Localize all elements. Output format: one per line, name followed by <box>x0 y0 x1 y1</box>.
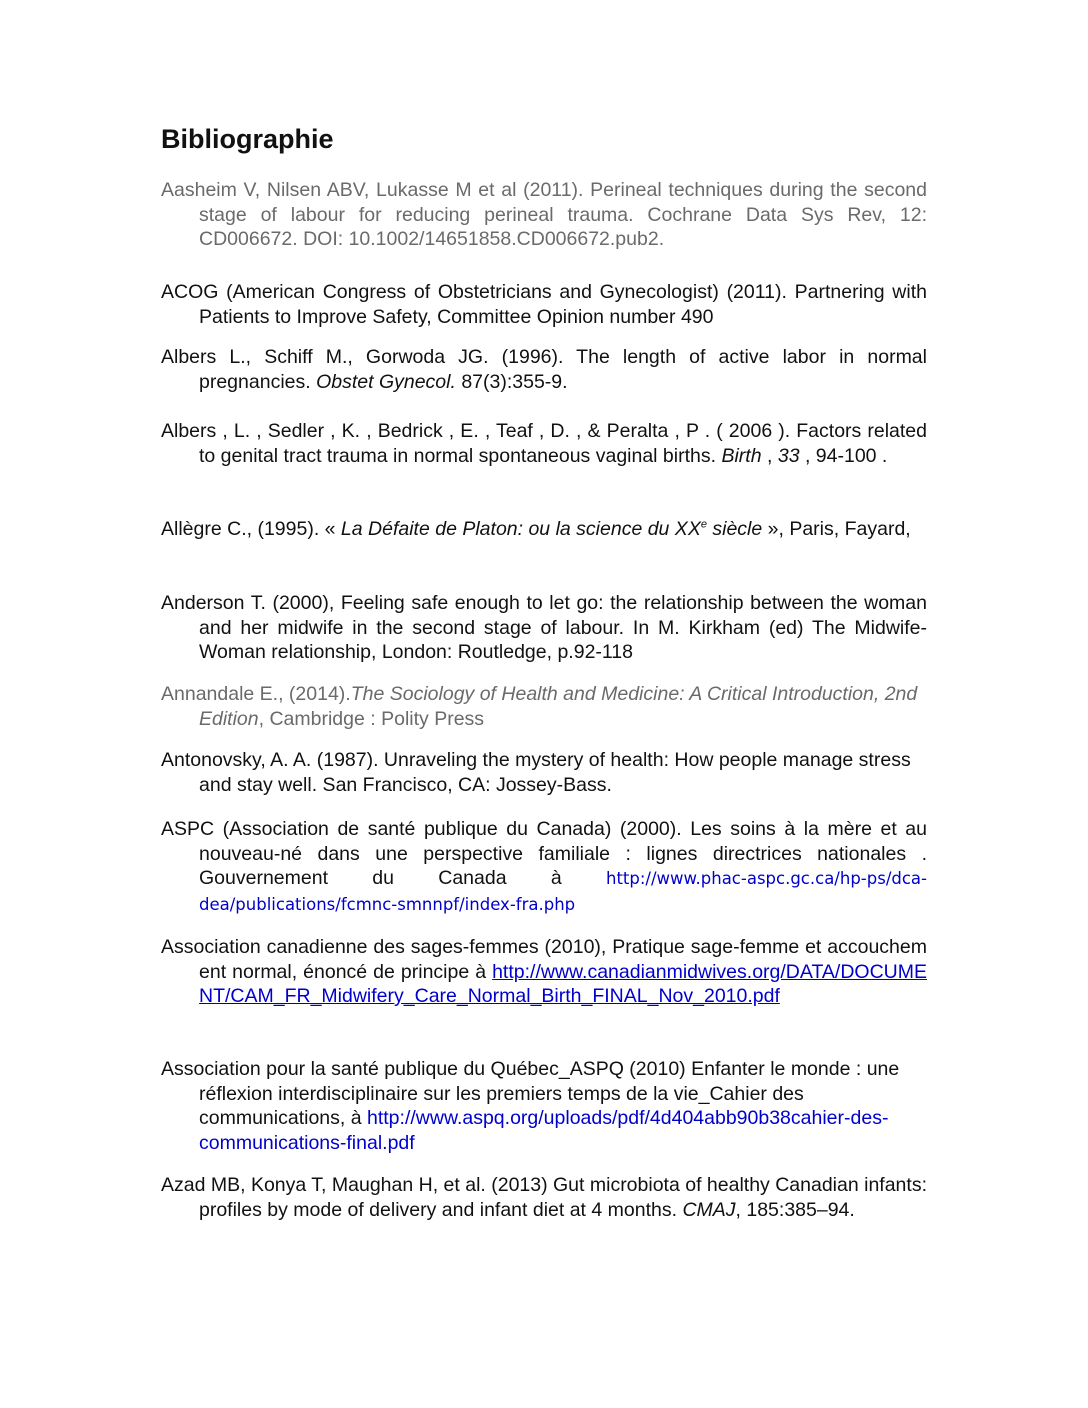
reference-link[interactable]: http://www.phac-aspc.gc.ca/hp-ps/dca-dea/publications/fcmnc-smnnpf/index-fra.php <box>199 869 927 914</box>
reference-aasheim <box>161 178 927 252</box>
reference-text: Annandale E., (2014). <box>161 683 351 705</box>
reference-azad <box>161 1173 927 1222</box>
reference-text: Anderson T. (2000), Feeling safe enough to let go: the relationship between the woman and her midwife in the second stage of labour. In M. Kirkham (ed) The Midwife-Woman relationship, London: Routledge, p.92-118 <box>161 592 927 663</box>
reference-text: Aasheim V, Nilsen ABV, Lukasse M et al (2011). Perineal techniques during the second stage of labour for reducing perineal trauma. Cochrane Data Sys Rev, 12: CD006672. DOI: 10.1002/14651858.CD006672.pub2. <box>161 179 927 250</box>
reference-text: Association canadienne des sages-femmes (2010), Pratique sage-femme et accouchement normal, énoncé de principe à <box>161 936 927 983</box>
reference-allegre <box>161 517 923 542</box>
page-title: Bibliographie <box>161 124 334 154</box>
reference-text: ASPC (Association de santé publique du Canada) (2000). Les soins à la mère et au nouveau-né dans une perspective familiale : lignes directrices nationales . Gouvernement du Canada à <box>161 818 927 889</box>
reference-text: Azad MB, Konya T, Maughan H, et al. (2013) Gut microbiota of healthy Canadian infants: profiles by mode of delivery and infant diet at 4 months. <box>161 1174 927 1221</box>
reference-albers-2006 <box>161 419 927 468</box>
reference-text: , Cambridge : Polity Press <box>258 707 485 730</box>
book-title-part: siècle <box>706 518 763 540</box>
reference-text: Antonovsky, A. A. (1987). Unraveling the mystery of health: How people manage stress and stay well. San Francisco, CA: Jossey-Bass. <box>161 749 911 796</box>
journal-title: Birth <box>721 444 762 467</box>
reference-text: , 94-100 . <box>799 444 888 467</box>
reference-text: », Paris, Fayard, <box>762 518 911 540</box>
reference-antonovsky <box>161 748 927 797</box>
journal-title: Obstet Gynecol. <box>316 370 456 393</box>
superscript: e <box>700 518 707 531</box>
book-title <box>341 518 762 540</box>
reference-text: ACOG (American Congress of Obstetricians and Gynecologist) (2011). Partnering with Patients to Improve Safety, Committee Opinion number 490 <box>161 281 927 328</box>
reference-anderson <box>161 591 927 665</box>
reference-text: 87(3):355-9. <box>455 370 568 393</box>
reference-annandale <box>161 682 927 731</box>
reference-link[interactable]: http://www.canadianmidwives.org/DATA/DOCUMENT/CAM_FR_Midwifery_Care_Normal_Birth_FINAL_Nov_2010.pdf <box>199 960 927 1007</box>
book-title: The Sociology of Health and Medicine: A Critical Introduction, 2nd Edition <box>199 683 918 730</box>
reference-aspq <box>161 1057 927 1155</box>
reference-albers-1996 <box>161 345 927 394</box>
reference-text: Albers , L. , Sedler , K. , Bedrick , E. , Teaf , D. , & Peralta , P . ( 2006 ). Factors related to genital tract trauma in normal spontaneous vaginal births. <box>161 420 927 467</box>
reference-text: Association pour la santé publique du Québec_ASPQ (2010) Enfanter le monde : une réflexion interdisciplinaire sur les premiers temps de la vie_Cahier des communications, à <box>161 1058 900 1129</box>
reference-aspc <box>161 817 927 917</box>
reference-text: , 185:385–94. <box>735 1198 855 1221</box>
reference-text: Allègre C., (1995). « <box>161 518 341 540</box>
journal-volume: 33 <box>777 444 800 467</box>
reference-link[interactable]: http://www.aspq.org/uploads/pdf/4d404abb90b38cahier-des-communications-final.pdf <box>199 1107 889 1154</box>
reference-text: Albers L., Schiff M., Gorwoda JG. (1996). The length of active labor in normal pregnancies. <box>161 346 927 393</box>
reference-acog <box>161 280 927 329</box>
journal-title: CMAJ <box>682 1198 736 1221</box>
book-title-part: La Défaite de Platon: ou la science du XX <box>340 518 701 540</box>
reference-acsf <box>161 935 927 1009</box>
reference-text: , <box>761 444 778 467</box>
